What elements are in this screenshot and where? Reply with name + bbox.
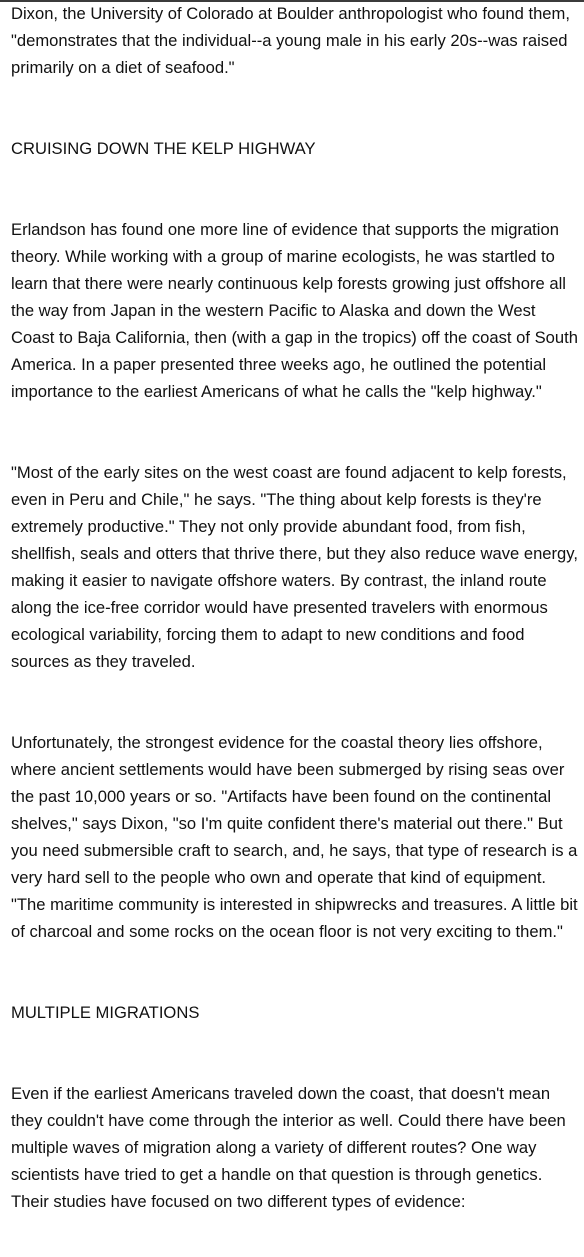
paragraph-kelp-productive: "Most of the early sites on the west coast are found adjacent to kelp forests, even in Peru and Chile," he says. "The thing about kelp forests is they're extremely productive." They not only provide abundant food, from fish, shellfish, seals and otters that thrive there, but they also reduce wave energy, making it easier to navigate offshore waters. By contrast, the inland route along the ice-free corridor would have presented travelers with enormous ecological variability, forcing them to adapt to new conditions and food sources as they traveled. <box>11 463 578 671</box>
section-heading-kelp-highway: CRUISING DOWN THE KELP HIGHWAY <box>11 139 316 158</box>
paragraph-kelp-evidence: Erlandson has found one more line of evidence that supports the migration theory. While working with a group of marine ecologists, he was startled to learn that there were nearly continuous kelp forests growing just offshore all the way from Japan in the western Pacific to Alaska and down the West Coast to Baja California, then (with a gap in the tropics) off the coast of South America. In a paper presented three weeks ago, he outlined the potential importance to the earliest Americans of what he calls the "kelp highway." <box>11 220 578 401</box>
article-body <box>11 0 581 1215</box>
paragraph-gap <box>11 1026 581 1080</box>
paragraph-offshore-evidence: Unfortunately, the strongest evidence for the coastal theory lies offshore, where ancient settlements would have been submerged by rising seas over the past 10,000 years or so. "Artifacts have been found on the continental shelves," says Dixon, "so I'm quite confident there's material out there." But you need submersible craft to search, and, he says, that type of research is a very hard sell to the people who own and operate that kind of equipment. "The maritime community is interested in shipwrecks and treasures. A little bit of charcoal and some rocks on the ocean floor is not very exciting to them." <box>11 733 578 941</box>
paragraph-dixon-seafood: Dixon, the University of Colorado at Boulder anthropologist who found them, "demonstrates that the individual--a young male in his early 20s--was raised primarily on a diet of seafood." <box>11 4 570 77</box>
paragraph-gap <box>11 675 581 729</box>
paragraph-multiple-routes: Even if the earliest Americans traveled down the coast, that doesn't mean they couldn't have come through the interior as well. Could there have been multiple waves of migration along a variety of different routes? One way scientists have tried to get a handle on that question is through genetics. Their studies have focused on two different types of evidence: <box>11 1084 566 1211</box>
paragraph-gap <box>11 945 581 999</box>
paragraph-gap <box>11 405 581 459</box>
paragraph-gap <box>11 162 581 216</box>
paragraph-gap <box>11 81 581 135</box>
section-heading-multiple-migrations: MULTIPLE MIGRATIONS <box>11 1003 200 1022</box>
